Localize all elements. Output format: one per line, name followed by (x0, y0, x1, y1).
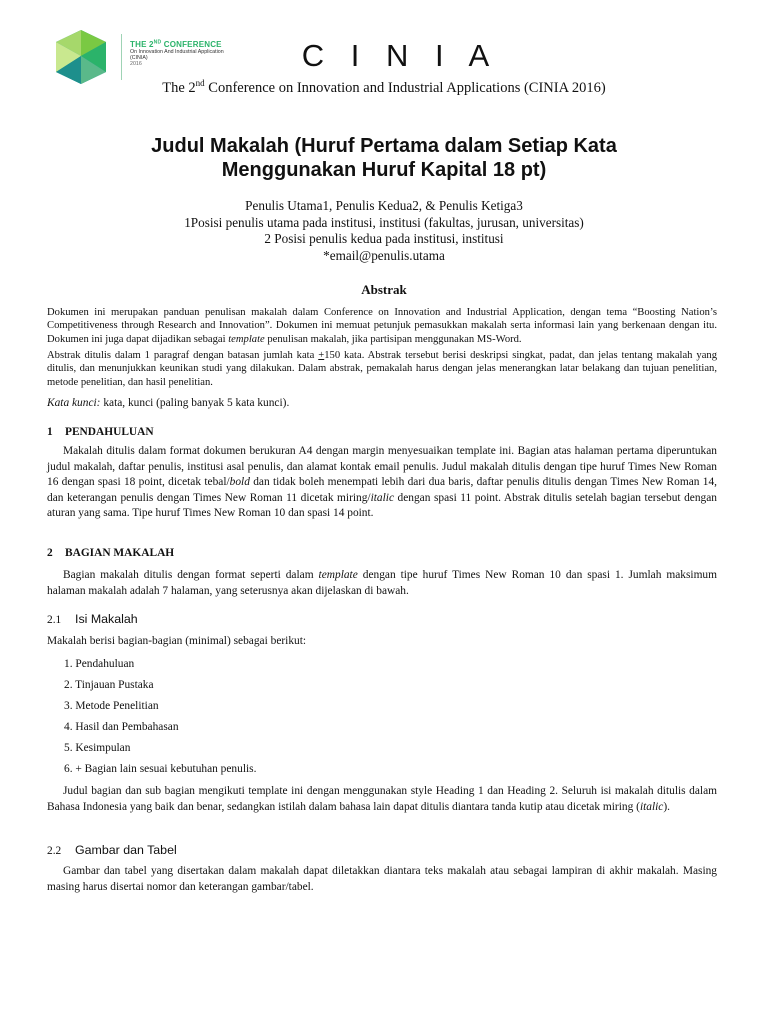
paper-title (60, 134, 708, 182)
abstract-paragraph-2: Abstrak ditulis dalam 1 paragraf dengan batasan jumlah kata +150 kata. Abstrak tersebut berisi deskripsi singkat, padat, dan jelas tentang makalah yang ditulis, dan menunjukkan keunikan studi yang dilakukan. Dalam abstrak, pemakalah harus dengan jelas menerangkan latar belakang dan tujuan penelitian, metode penelitian, dan hasil penelitian. (47, 350, 717, 388)
paper-title-line-1: Judul Makalah (Huruf Pertama dalam Setiap Kata (151, 135, 617, 157)
subsection-2-1-intro: Makalah berisi bagian-bagian (minimal) sebagai berikut: (47, 635, 307, 647)
section-heading-bagian-makalah: 2 BAGIAN MAKALAH (47, 547, 175, 559)
section-2-paragraph: Bagian makalah ditulis dengan format seperti dalam template dengan tipe huruf Times New Roman 10 dan spasi 1. Jumlah maksimum halaman makalah adalah 7 halaman, yang seterusnya akan dijelaskan di bawah. (47, 569, 717, 597)
logo-line-4: 2016 (130, 61, 142, 68)
section-list (64, 656, 256, 782)
section-heading-pendahuluan: 1 PENDAHULUAN (47, 426, 154, 438)
section-1-paragraph: Makalah ditulis dalam format dokumen berukuran A4 dengan margin menyesuaikan template ini. Bagian atas halaman pertama diperuntukan judul makalah, daftar penulis, institusi asal penulis, dan alamat kontak email penulis. Judul makalah ditulis dengan tipe huruf Times New Roman 16 dengan spasi 18 point, dicetak tebal/bold dan tidak boleh menempati lebih dari dua baris, daftar penulis ditulis dengan Times New Roman 14, dan keterangan penulis dengan Times New Roman 11 dicetak miring/italic dengan spasi 11 point. Abstrak ditulis setelah bagian tersebut dengan aturan yang sama. Tipe huruf Times New Roman 10 dan spasi 14 point. (47, 445, 718, 520)
logo-line-2: On Innovation And Industrial Application (130, 49, 224, 56)
author-list: Penulis Utama1, Penulis Kedua2, & Penulis Ketiga3 (245, 198, 523, 213)
subsection-2-2-paragraph: Gambar dan tabel yang disertakan dalam makalah dapat diletakkan diantara teks makalah atau sebagai lampiran di akhir makalah. Masing masing harus disertai nomor dan keterangan gambar/tabel. (47, 865, 717, 893)
list-item: 5. Kesimpulan (64, 742, 131, 754)
conference-acronym: C I N I A (301, 38, 499, 73)
subsection-heading-gambar-tabel: 2.2 Gambar dan Tabel (47, 843, 177, 857)
abstract-heading: Abstrak (361, 282, 407, 297)
list-item: 3. Metode Penelitian (64, 700, 159, 712)
subsection-2-1-paragraph: Judul bagian dan sub bagian mengikuti template ini dengan menggunakan style Heading 1 dan Heading 2. Seluruh isi makalah ditulis dalam Bahasa Indonesia yang baik dan benar, sedangkan istilah dalam bahasa lain dapat ditulis diantara tanda kutip atau dicetak miring (italic). (47, 785, 717, 813)
affiliation-2: 2 Posisi penulis kedua pada institusi, institusi (264, 231, 504, 246)
author-block (60, 198, 708, 264)
list-item: 2. Tinjauan Pustaka (64, 679, 154, 691)
paper-title-line-2: Menggunakan Huruf Kapital 18 pt) (221, 159, 547, 181)
list-item: 1. Pendahuluan (64, 658, 135, 670)
list-item: 6. + Bagian lain sesuai kebutuhan penulis. (64, 763, 257, 775)
affiliation-1: 1Posisi penulis utama pada institusi, institusi (fakultas, jurusan, universitas) (184, 214, 584, 230)
subsection-heading-isi-makalah: 2.1 Isi Makalah (47, 612, 138, 626)
keywords: Kata kunci: kata, kunci (paling banyak 5 kata kunci). (47, 397, 290, 409)
abstract-paragraph-1: Dokumen ini merupakan panduan penulisan makalah dalam Conference on Innovation and Industrial Application, dengan tema “Boosting Nation’s Competitiveness through Research and Innovation”. Dokumen ini memuat petunjuk pemasukkan makalah serta informasi lain yang berkenaan dengan itu. Dokumen ini juga dapat dijadikan sebagai template penulisan makalah, jika partisipan menggunakan MS-Word. (47, 307, 717, 345)
logo-divider (121, 34, 122, 80)
list-item: 4. Hasil dan Pembahasan (64, 721, 179, 733)
logo-line-1: THE 2ND CONFERENCE (130, 39, 222, 49)
logo-text (130, 40, 250, 67)
logo-line-3: (CINIA) (130, 55, 148, 62)
conference-full-name: The 2nd Conference on Innovation and Industrial Applications (CINIA 2016) (162, 78, 606, 96)
author-email: *email@penulis.utama (323, 247, 445, 263)
